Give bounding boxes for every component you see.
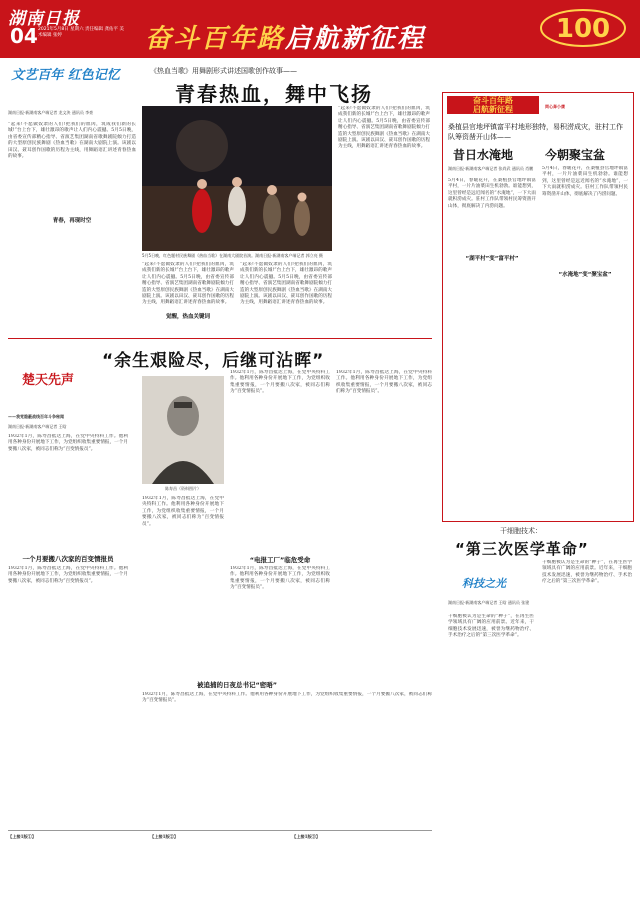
second-subline: ——我党隐蔽战线百年斗争秘闻 [8,414,64,419]
main-section-2: 觉醒，热血关键词 [165,314,210,320]
second-byline: 湖南日报·新湖南客户端记者 王晗 [8,424,67,429]
science-body-col-1: 干细胞被认为是生命的“种子”，在再生医学领域具有广阔的应用前景。近年来，干细胞技术发展迅速，被誉为继药物治疗、手术治疗之后的“第三次医学革命”。 [448,614,534,639]
dance-stage-photo [142,106,332,251]
badge-text: 100 [555,14,611,44]
main-section-1: 青春，再现时空 [52,218,92,224]
section-divider [8,338,432,339]
second-body-col-1: 1932年1月，陈寿昌抵达上海，在党中央特科工作。他利用各种身份开展地下工作，为党组织收集重要情报，一个月要搬八次家，被同志们称为“百变情报员”。 [8,434,128,452]
main-body-col-3: “起来!不愿做奴隶的人们!把我们的血肉，筑成我们新的长城!”台上台下，雄壮激昂的歌声让人们内心震撼。5月5日晚，由省委宣传部精心指导、省演艺集团湖南省歌舞剧院倾力打造的大型原创民族舞剧《热血当歌》在湖南大剧院上演。该剧以田汉、聂耳创作国歌的历程为主线，用舞蹈语汇讲述青春热血的故事。 [240,262,332,306]
feature-kicker: 桑植县官地坪镇富平村地形独特，易积涝成灾，驻村工作队筹资凿开山体—— [448,123,623,141]
portrait-photo [142,376,224,484]
feature-byline: 湖南日报·新湖南客户端记者 张尚武 通讯员 肖鹏 [448,166,534,171]
main-body-col-1: “起来!不愿做奴隶的人们!把我们的血肉，筑成我们新的长城!”台上台下，雄壮激昂的歌声让人们内心震撼。5月5日晚，由省委宣传部精心指导、省演艺集团湖南省歌舞剧院倾力打造的大型原创民族舞剧《热血当歌》在湖南大剧院上演。该剧以田汉、聂耳创作国歌的历程为主线，用舞蹈语汇讲述青春热血的故事。 [8,122,136,160]
second-section-1: 一个月要搬八次家的百变情报员 [22,555,114,563]
continuation-2: 【上接1版②】 [150,834,179,839]
header-banner [145,18,425,55]
masthead: 湖南日报 [8,9,80,29]
banner-part-2: 启航新征程 [285,24,426,54]
science-body-col-2: 干细胞被认为是生命的“种子”，在再生医学领域具有广阔的应用前景。近年来，干细胞技术发展迅速，被誉为继药物治疗、手术治疗之后的“第三次医学革命”。 [542,560,632,585]
second-body-col-5: 1932年1月，陈寿昌抵达上海，在党中央特科工作。他利用各种身份开展地下工作，为党组织收集重要情报，一个月要搬八次家，被同志们称为“百变情报员”。 [230,566,330,591]
second-body-col-2: 1932年1月，陈寿昌抵达上海，在党中央特科工作。他利用各种身份开展地下工作，为党组织收集重要情报，一个月要搬八次家，被同志们称为“百变情报员”。 [230,370,330,395]
main-byline: 湖南日报·新湖南客户端记者 龙文泱 通讯员 李豪 [8,110,94,115]
science-kicker: 干细胞技术： [500,527,542,535]
banner-part-1: 奋斗百年路 [145,24,286,54]
continuation-1: 【上接1版①】 [8,834,37,839]
main-body-col-4: “起来!不愿做奴隶的人们!把我们的血肉，筑成我们新的长城!”台上台下，雄壮激昂的歌声让人们内心震撼。5月5日晚，由省委宣传部精心指导、省演艺集团湖南省歌舞剧院倾力打造的大型原创民族舞剧《热血当歌》在湖南大剧院上演。该剧以田汉、聂耳创作国歌的历程为主线，用舞蹈语汇讲述青春热血的故事。 [338,106,430,150]
science-byline: 湖南日报·新湖南客户端记者 王晗 通讯员 张建 [448,600,530,605]
second-body-col-4: 1932年1月，陈寿昌抵达上海，在党中央特科工作。他利用各种身份开展地下工作，为党组织收集重要情报，一个月要搬八次家，被同志们称为“百变情报员”。 [142,496,224,527]
main-headline: 青春热血，舞中飞扬 [175,82,373,106]
feature-tag-sub: 同心奔小康 [545,104,565,109]
feature-body-col-1: 5月4日，春暖花开，在桑植县官地坪镇富平村，一片片油菜田生机勃勃。谁能想到，这里曾经是远近闻名的“水淹地”，一下大雨就积涝成灾。驻村工作队带领村民筹资凿开山体，彻底解决了内涝问题。 [448,178,536,209]
second-section-2: “电报工厂”临危受命 [249,556,311,564]
second-section-3: 被追捕的日夜总书记“密晤” [196,681,278,689]
column-tag-science: 科技之光 [462,577,506,590]
bottom-divider [8,830,432,831]
column-tag-history: 楚天先声 [21,373,74,388]
centenary-badge [538,6,628,50]
feature-headline-left: 昔日水淹地 [453,148,514,162]
main-body-col-2: “起来!不愿做奴隶的人们!把我们的血肉，筑成我们新的长城!”台上台下，雄壮激昂的歌声让人们内心震撼。5月5日晚，由省委宣传部精心指导、省演艺集团湖南省歌舞剧院倾力打造的大型原创民族舞剧《热血当歌》在湖南大剧院上演。该剧以田汉、聂耳创作国歌的历程为主线，用舞蹈语汇讲述青春热血的故事。 [142,262,234,306]
second-body-col-3: 1932年1月，陈寿昌抵达上海，在党中央特科工作。他利用各种身份开展地下工作，为党组织收集重要情报，一个月要搬八次家，被同志们称为“百变情报员”。 [336,370,432,395]
feature-headline-right: 今朝聚宝盆 [545,148,606,162]
second-headline: “余生艰险尽，后继可沾晖” [102,351,325,371]
photo-caption: 5月5日晚，红色题材民族舞剧《热血当歌》在湖南大剧院首演。湖南日报·新湖南客户端记者 郭立亮 摄 [142,253,323,258]
continuation-3: 【上接1版③】 [292,834,321,839]
feature-section-1: “水淹地”变“聚宝盆” [558,272,612,278]
main-kicker: 《热血当歌》用舞剧形式讲述国歌创作故事—— [150,67,297,75]
page-number: 04 [10,24,38,48]
portrait-caption: 陈寿昌（资料图片） [165,486,201,491]
feature-tag: 奋斗百年路 启航新征程 [447,96,539,114]
feature-body-col-2: 5月4日，春暖花开，在桑植县官地坪镇富平村，一片片油菜田生机勃勃。谁能想到，这里曾经是远近闻名的“水淹地”，一下大雨就积涝成灾。驻村工作队带领村民筹资凿开山体，彻底解决了内涝问题。 [542,166,628,197]
feature-section-2: “湖平村”变“富平村” [465,256,519,262]
second-body-col-1b: 1932年1月，陈寿昌抵达上海，在党中央特科工作。他利用各种身份开展地下工作，为党组织收集重要情报，一个月要搬八次家，被同志们称为“百变情报员”。 [8,566,128,584]
dateline: 2021年5月8日 星期六 责任编辑 龚佑平 美术编辑 张婷 [38,27,124,38]
science-headline: “第三次医学革命” [455,540,589,558]
second-body-col-6: 1932年1月，陈寿昌抵达上海，在党中央特科工作。他利用各种身份开展地下工作，为党组织收集重要情报，一个月要搬八次家，被同志们称为“百变情报员”。 [142,692,432,704]
column-tag-culture: 文艺百年 红色记忆 [11,68,120,83]
